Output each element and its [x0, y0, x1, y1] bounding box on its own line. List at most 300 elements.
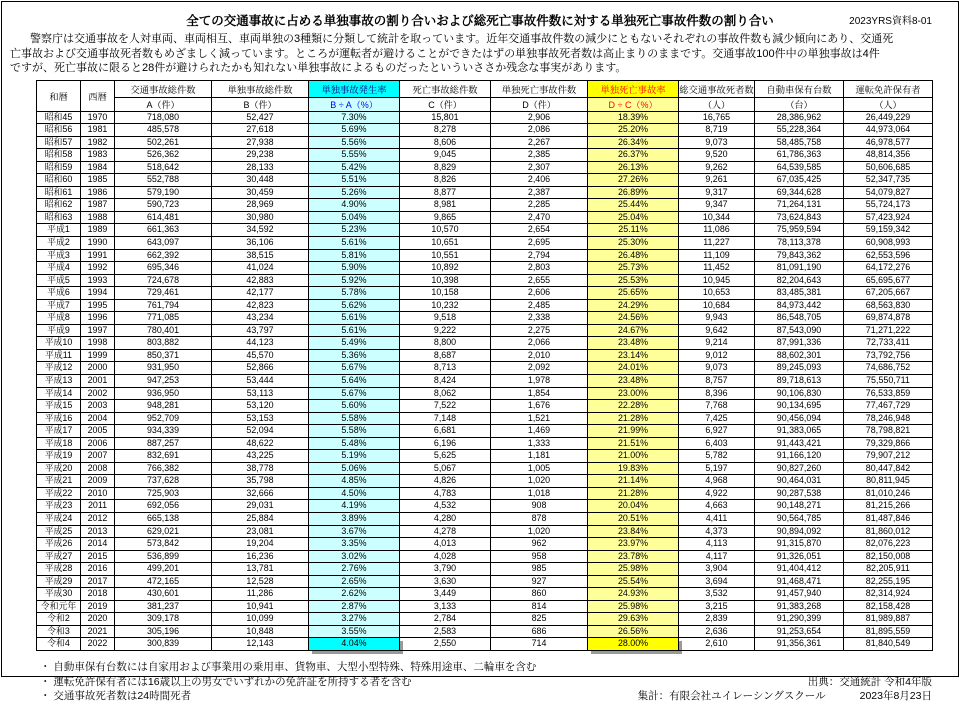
cell: 平成1 — [37, 224, 81, 237]
cell: 平成3 — [37, 249, 81, 262]
cell: 91,383,268 — [755, 600, 844, 613]
cell: 5.90% — [309, 262, 400, 275]
cell: 1982 — [81, 136, 115, 149]
cell: 60,908,993 — [844, 236, 933, 249]
cell: 27,618 — [212, 124, 309, 137]
cell: 2010 — [81, 487, 115, 500]
cell: 23.78% — [588, 550, 679, 563]
cell: 1996 — [81, 312, 115, 325]
cell: 91,468,471 — [755, 575, 844, 588]
cell: 平成11 — [37, 349, 81, 362]
cell: 9,518 — [400, 312, 491, 325]
cell: 8,719 — [679, 124, 755, 137]
cell: 1981 — [81, 124, 115, 137]
table-row — [37, 111, 933, 124]
cell: 90,464,031 — [755, 475, 844, 488]
cell: 11,109 — [679, 249, 755, 262]
cell: 43,225 — [212, 450, 309, 463]
cell: 5,067 — [400, 462, 491, 475]
cell: 1,181 — [491, 450, 588, 463]
cell: 90,827,260 — [755, 462, 844, 475]
cell: 10,570 — [400, 224, 491, 237]
cell: 69,344,628 — [755, 186, 844, 199]
doc-ref: 2023YRS資料8-01 — [849, 16, 932, 27]
cell: 9,865 — [400, 211, 491, 224]
cell: 4,783 — [400, 487, 491, 500]
cell: 718,080 — [115, 111, 212, 124]
cell: 5.67% — [309, 362, 400, 375]
cell: 9,262 — [679, 161, 755, 174]
cell: 82,314,924 — [844, 588, 933, 601]
cell: 5.42% — [309, 161, 400, 174]
cell: 12,143 — [212, 638, 309, 651]
cell: 3,532 — [679, 588, 755, 601]
cell: 平成14 — [37, 387, 81, 400]
cell: 16,765 — [679, 111, 755, 124]
cell: 931,950 — [115, 362, 212, 375]
cell: 25.54% — [588, 575, 679, 588]
cell: 5.60% — [309, 400, 400, 413]
cell: 平成23 — [37, 500, 81, 513]
cell: 5.49% — [309, 337, 400, 350]
table-row — [37, 262, 933, 275]
table-row — [37, 349, 933, 362]
cell: 11,227 — [679, 236, 755, 249]
cell: 昭和63 — [37, 211, 81, 224]
cell: 10,099 — [212, 613, 309, 626]
cell: 2021 — [81, 625, 115, 638]
cell: 平成30 — [37, 588, 81, 601]
cell: 65,695,677 — [844, 274, 933, 287]
cell: 74,686,752 — [844, 362, 933, 375]
cell: 79,843,362 — [755, 249, 844, 262]
cell: 28,969 — [212, 199, 309, 212]
table-row — [37, 563, 933, 576]
cell: 81,989,887 — [844, 613, 933, 626]
cell: 2,406 — [491, 174, 588, 187]
unit-header: B（件） — [212, 97, 309, 111]
cell: 64,539,585 — [755, 161, 844, 174]
cell: 82,158,428 — [844, 600, 933, 613]
cell: 46,978,577 — [844, 136, 933, 149]
cell: 10,651 — [400, 236, 491, 249]
table-body — [37, 111, 933, 651]
cell: 2022 — [81, 638, 115, 651]
cell: 43,234 — [212, 312, 309, 325]
cell: 25.44% — [588, 199, 679, 212]
cell: 77,467,729 — [844, 400, 933, 413]
cell: 52,427 — [212, 111, 309, 124]
cell: 25.53% — [588, 274, 679, 287]
cell: 1998 — [81, 337, 115, 350]
cell: 90,134,695 — [755, 400, 844, 413]
cell: 16,236 — [212, 550, 309, 563]
cell: 昭和58 — [37, 149, 81, 162]
cell: 59,159,342 — [844, 224, 933, 237]
cell: 2,784 — [400, 613, 491, 626]
cell: 908 — [491, 500, 588, 513]
cell: 5.61% — [309, 236, 400, 249]
unit-header: （人） — [679, 97, 755, 111]
column-header: 総交通事故死者数 — [679, 80, 755, 97]
cell: 91,404,412 — [755, 563, 844, 576]
cell: 10,551 — [400, 249, 491, 262]
cell: 25,884 — [212, 513, 309, 526]
cell: 10,158 — [400, 287, 491, 300]
unit-header: B ÷ A（%） — [309, 97, 400, 111]
cell: 4,411 — [679, 513, 755, 526]
cell: 5.69% — [309, 124, 400, 137]
cell: 88,602,301 — [755, 349, 844, 362]
cell: 2008 — [81, 462, 115, 475]
intro-line: ですが、死亡事故に限ると28件が避けられたかも知れない単独事故によるものだったといういささか残念な事実があります。 — [10, 62, 627, 74]
table-row — [37, 550, 933, 563]
cell: 24.01% — [588, 362, 679, 375]
cell: 832,691 — [115, 450, 212, 463]
cell: 44,123 — [212, 337, 309, 350]
cell: 814 — [491, 600, 588, 613]
cell: 1,020 — [491, 475, 588, 488]
cell: 985 — [491, 563, 588, 576]
cell: 78,113,378 — [755, 236, 844, 249]
cell: 2,654 — [491, 224, 588, 237]
cell: 平成4 — [37, 262, 81, 275]
cell: 71,264,131 — [755, 199, 844, 212]
cell: 52,347,735 — [844, 174, 933, 187]
table-row — [37, 425, 933, 438]
cell: 75,959,594 — [755, 224, 844, 237]
cell: 10,848 — [212, 625, 309, 638]
cell: 令和3 — [37, 625, 81, 638]
cell: 81,487,846 — [844, 513, 933, 526]
cell: 7,522 — [400, 400, 491, 413]
cell: 54,079,827 — [844, 186, 933, 199]
cell: 9,012 — [679, 349, 755, 362]
cell: 53,444 — [212, 374, 309, 387]
cell: 21.51% — [588, 437, 679, 450]
cell: 平成16 — [37, 412, 81, 425]
cell: 2.76% — [309, 563, 400, 576]
cell: 令和元年 — [37, 600, 81, 613]
cell: 4,826 — [400, 475, 491, 488]
cell: 79,329,866 — [844, 437, 933, 450]
cell: 5.67% — [309, 387, 400, 400]
cell: 2007 — [81, 450, 115, 463]
cell: 90,148,271 — [755, 500, 844, 513]
cell: 3,133 — [400, 600, 491, 613]
cell: 21.00% — [588, 450, 679, 463]
cell: 2,010 — [491, 349, 588, 362]
cell: 4.50% — [309, 487, 400, 500]
cell: 12,528 — [212, 575, 309, 588]
cell: 73,792,756 — [844, 349, 933, 362]
cell: 42,883 — [212, 274, 309, 287]
cell: 6,403 — [679, 437, 755, 450]
cell: 1984 — [81, 161, 115, 174]
cell: 780,401 — [115, 324, 212, 337]
cell: 32,666 — [212, 487, 309, 500]
cell: 29.63% — [588, 613, 679, 626]
cell: 28,386,962 — [755, 111, 844, 124]
table-row — [37, 475, 933, 488]
cell: 73,624,843 — [755, 211, 844, 224]
cell: 30,459 — [212, 186, 309, 199]
cell: 90,564,785 — [755, 513, 844, 526]
cell: 81,010,246 — [844, 487, 933, 500]
cell: 1970 — [81, 111, 115, 124]
cell: 309,178 — [115, 613, 212, 626]
cell: 23,081 — [212, 525, 309, 538]
cell: 平成2 — [37, 236, 81, 249]
table-row — [37, 249, 933, 262]
cell: 5.78% — [309, 287, 400, 300]
cell: 1991 — [81, 249, 115, 262]
cell: 526,362 — [115, 149, 212, 162]
column-header: 西暦 — [81, 80, 115, 111]
unit-header: （台） — [755, 97, 844, 111]
cell: 平成7 — [37, 299, 81, 312]
cell: 81,215,266 — [844, 500, 933, 513]
table-row — [37, 287, 933, 300]
date-label: 2023年8月23日 — [859, 690, 932, 703]
cell: 平成24 — [37, 513, 81, 526]
cell: 80,811,945 — [844, 475, 933, 488]
cell: 2,338 — [491, 312, 588, 325]
cell: 1,005 — [491, 462, 588, 475]
cell: 9,317 — [679, 186, 755, 199]
cell: 81,895,559 — [844, 625, 933, 638]
cell: 643,097 — [115, 236, 212, 249]
cell: 81,840,549 — [844, 638, 933, 651]
cell: 8,424 — [400, 374, 491, 387]
cell: 665,138 — [115, 513, 212, 526]
cell: 6,681 — [400, 425, 491, 438]
table-row — [37, 575, 933, 588]
cell: 82,076,223 — [844, 538, 933, 551]
cell: 36,106 — [212, 236, 309, 249]
column-header: 和暦 — [37, 80, 81, 111]
cell: 8,829 — [400, 161, 491, 174]
cell: 令和4 — [37, 638, 81, 651]
cell: 1,018 — [491, 487, 588, 500]
note-line: ・ 交通事故死者数は24時間死者 — [40, 690, 192, 703]
cell: 24.56% — [588, 312, 679, 325]
cell: 80,447,842 — [844, 462, 933, 475]
cell: 4.85% — [309, 475, 400, 488]
table-row — [37, 437, 933, 450]
cell: 18.39% — [588, 111, 679, 124]
unit-header: （人） — [844, 97, 933, 111]
cell: 91,253,654 — [755, 625, 844, 638]
cell: 52,094 — [212, 425, 309, 438]
credit-line — [638, 689, 932, 704]
cell: 1995 — [81, 299, 115, 312]
cell: 887,257 — [115, 437, 212, 450]
intro-line: 警察庁は交通事故を人対車両、車両相互、車両単独の3種類に分類して統計を取っています。近年交通事故件数の減少にともないそれぞれの事故件数も減少傾向にあり、交通死 — [30, 33, 894, 45]
cell: 2,092 — [491, 362, 588, 375]
cell: 30,448 — [212, 174, 309, 187]
cell: 2,906 — [491, 111, 588, 124]
cell: 55,724,173 — [844, 199, 933, 212]
cell: 平成18 — [37, 437, 81, 450]
table-row — [37, 638, 933, 651]
cell: 7.30% — [309, 111, 400, 124]
title-row — [2, 11, 958, 27]
cell: 692,056 — [115, 500, 212, 513]
cell: 8,687 — [400, 349, 491, 362]
cell: 26.89% — [588, 186, 679, 199]
table-row — [37, 374, 933, 387]
cell: 昭和60 — [37, 174, 81, 187]
cell: 1,333 — [491, 437, 588, 450]
table-row — [37, 224, 933, 237]
cell: 4,013 — [400, 538, 491, 551]
cell: 9,520 — [679, 149, 755, 162]
cell: 10,892 — [400, 262, 491, 275]
table-row — [37, 149, 933, 162]
cell: 724,678 — [115, 274, 212, 287]
cell: 23.48% — [588, 374, 679, 387]
table-row — [37, 236, 933, 249]
table-row — [37, 124, 933, 137]
cell: 25.98% — [588, 600, 679, 613]
cell: 平成25 — [37, 525, 81, 538]
cell: 26.13% — [588, 161, 679, 174]
cell: 令和2 — [37, 613, 81, 626]
cell: 761,794 — [115, 299, 212, 312]
cell: 2,267 — [491, 136, 588, 149]
table-row — [37, 136, 933, 149]
cell: 26.56% — [588, 625, 679, 638]
cell: 20.51% — [588, 513, 679, 526]
table-row — [37, 186, 933, 199]
cell: 平成13 — [37, 374, 81, 387]
table-row — [37, 362, 933, 375]
cell: 573,842 — [115, 538, 212, 551]
table-row — [37, 525, 933, 538]
cell: 8,800 — [400, 337, 491, 350]
cell: 68,563,830 — [844, 299, 933, 312]
cell: 平成9 — [37, 324, 81, 337]
cell: 78,246,948 — [844, 412, 933, 425]
cell: 91,383,065 — [755, 425, 844, 438]
cell: 300,839 — [115, 638, 212, 651]
table-row — [37, 199, 933, 212]
cell: 5.56% — [309, 136, 400, 149]
cell: 2014 — [81, 538, 115, 551]
cell: 2,583 — [400, 625, 491, 638]
cell: 4,117 — [679, 550, 755, 563]
cell: 1,978 — [491, 374, 588, 387]
table-row — [37, 613, 933, 626]
cell: 2006 — [81, 437, 115, 450]
cell: 91,356,361 — [755, 638, 844, 651]
cell: 昭和62 — [37, 199, 81, 212]
cell: 2000 — [81, 362, 115, 375]
cell: 48,814,356 — [844, 149, 933, 162]
cell: 23.97% — [588, 538, 679, 551]
cell: 91,457,940 — [755, 588, 844, 601]
table-row — [37, 337, 933, 350]
cell: 23.48% — [588, 337, 679, 350]
cell: 82,150,008 — [844, 550, 933, 563]
cell: 472,165 — [115, 575, 212, 588]
cell: 3.27% — [309, 613, 400, 626]
cell: 2.62% — [309, 588, 400, 601]
cell: 3.35% — [309, 538, 400, 551]
cell: 686 — [491, 625, 588, 638]
cell: 83,485,381 — [755, 287, 844, 300]
cell: 2,275 — [491, 324, 588, 337]
cell: 4.19% — [309, 500, 400, 513]
cell: 3.67% — [309, 525, 400, 538]
cell: 9,642 — [679, 324, 755, 337]
cell: 5.51% — [309, 174, 400, 187]
cell: 2012 — [81, 513, 115, 526]
column-header: 単独死亡事故件数 — [491, 80, 588, 97]
cell: 502,261 — [115, 136, 212, 149]
cell: 23.84% — [588, 525, 679, 538]
cell: 927 — [491, 575, 588, 588]
cell: 2011 — [81, 500, 115, 513]
cell: 6,196 — [400, 437, 491, 450]
column-header: 自動車保有台数 — [755, 80, 844, 97]
cell: 76,533,859 — [844, 387, 933, 400]
column-header: 単独死亡事故率 — [588, 80, 679, 97]
cell: 平成10 — [37, 337, 81, 350]
cell: 2005 — [81, 425, 115, 438]
cell: 5.04% — [309, 211, 400, 224]
cell: 1992 — [81, 262, 115, 275]
cell: 82,204,643 — [755, 274, 844, 287]
unit-header: D ÷ C（%） — [588, 97, 679, 111]
cell: 2,695 — [491, 236, 588, 249]
cell: 27.26% — [588, 174, 679, 187]
table-row — [37, 274, 933, 287]
table-row — [37, 538, 933, 551]
cell: 1994 — [81, 287, 115, 300]
cell: 29,238 — [212, 149, 309, 162]
cell: 934,339 — [115, 425, 212, 438]
cell: 2,610 — [679, 638, 755, 651]
cell: 1,676 — [491, 400, 588, 413]
cell: 13,781 — [212, 563, 309, 576]
cell: 81,860,012 — [844, 525, 933, 538]
cell: 1993 — [81, 274, 115, 287]
cell: 平成12 — [37, 362, 81, 375]
cell: 2,803 — [491, 262, 588, 275]
cell: 1,020 — [491, 525, 588, 538]
cell: 2.87% — [309, 600, 400, 613]
cell: 2,485 — [491, 299, 588, 312]
cell: 766,382 — [115, 462, 212, 475]
cell: 90,106,830 — [755, 387, 844, 400]
cell: 42,823 — [212, 299, 309, 312]
cell: 2,385 — [491, 149, 588, 162]
table-row — [37, 161, 933, 174]
cell: 4,663 — [679, 500, 755, 513]
cell: 90,456,094 — [755, 412, 844, 425]
cell: 75,550,711 — [844, 374, 933, 387]
cell: 45,570 — [212, 349, 309, 362]
unit-header: A（件） — [115, 97, 212, 111]
cell: 7,148 — [400, 412, 491, 425]
cell: 2.65% — [309, 575, 400, 588]
page-title: 全ての交通事故に占める単独事故の割り合いおよび総死亡事故件数に対する単独死亡事故件数の割り合い — [186, 14, 774, 28]
cell: 86,548,705 — [755, 312, 844, 325]
cell: 26,449,229 — [844, 111, 933, 124]
cell: 8,877 — [400, 186, 491, 199]
